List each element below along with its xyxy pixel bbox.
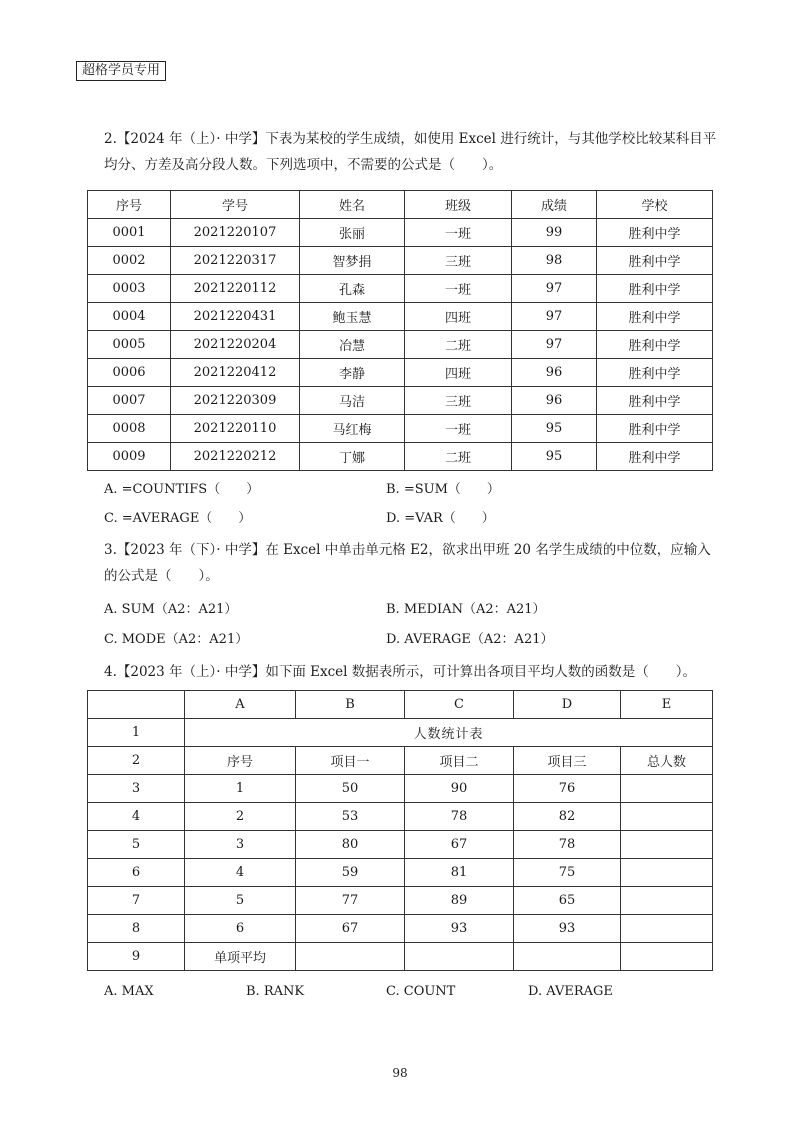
exclusive-label: 超格学员专用 — [76, 61, 166, 81]
table-cell: 98 — [512, 247, 597, 275]
sheet-cell: 80 — [296, 831, 405, 859]
sheet-cell: 78 — [514, 831, 621, 859]
sheet-cell: 89 — [405, 887, 514, 915]
sheet-cell: 项目三 — [514, 747, 621, 775]
sheet-row — [88, 831, 713, 859]
sheet-cell: 75 — [514, 859, 621, 887]
sheet-row-number: 7 — [88, 887, 185, 915]
sheet-cell: 67 — [405, 831, 514, 859]
sheet-cell: 单项平均 — [185, 943, 296, 971]
sheet-cell — [621, 831, 713, 859]
q4-option-c[interactable]: C. COUNT — [386, 984, 456, 999]
sheet-cell — [514, 943, 621, 971]
sheet-cell: 93 — [514, 915, 621, 943]
q3-option-c[interactable]: C. MODE（A2：A21） — [104, 632, 249, 647]
table-cell: 2021220204 — [171, 331, 300, 359]
sheet-cell: 6 — [185, 915, 296, 943]
q4-option-b[interactable]: B. RANK — [246, 984, 305, 999]
sheet-column-header: A — [185, 691, 296, 719]
sheet-cell: 53 — [296, 803, 405, 831]
sheet-cell — [621, 943, 713, 971]
q4-option-d[interactable]: D. AVERAGE — [528, 984, 613, 999]
q3-option-b[interactable]: B. MEDIAN（A2：A21） — [386, 602, 546, 617]
sheet-cell: 65 — [514, 887, 621, 915]
table-cell: 丁娜 — [300, 443, 405, 471]
table-cell: 胜利中学 — [597, 443, 713, 471]
q2-option-a[interactable]: A. =COUNTIFS（ ） — [104, 482, 260, 497]
table-cell: 胜利中学 — [597, 331, 713, 359]
sheet-cell: 78 — [405, 803, 514, 831]
sheet-column-header: E — [621, 691, 713, 719]
sheet-row-number: 8 — [88, 915, 185, 943]
table-cell: 胜利中学 — [597, 387, 713, 415]
sheet-row-number: 6 — [88, 859, 185, 887]
table-cell: 智梦捐 — [300, 247, 405, 275]
table-cell: 一班 — [405, 275, 512, 303]
sheet-corner-cell — [88, 691, 185, 719]
q2-option-c[interactable]: C. =AVERAGE（ ） — [104, 511, 252, 526]
sheet-cell: 1 — [185, 775, 296, 803]
sheet-cell: 67 — [296, 915, 405, 943]
table-cell: 0004 — [88, 303, 171, 331]
table-row — [88, 331, 713, 359]
sheet-cell — [621, 915, 713, 943]
table-cell: 2021220212 — [171, 443, 300, 471]
sheet-cell: 76 — [514, 775, 621, 803]
column-header: 成绩 — [512, 191, 597, 219]
table-row — [88, 387, 713, 415]
excel-sheet-table — [87, 690, 713, 971]
sheet-row-number: 4 — [88, 803, 185, 831]
sheet-row — [88, 887, 713, 915]
sheet-cell: 序号 — [185, 747, 296, 775]
table-cell: 0006 — [88, 359, 171, 387]
table-cell: 四班 — [405, 303, 512, 331]
table-cell: 胜利中学 — [597, 219, 713, 247]
sheet-cell: 5 — [185, 887, 296, 915]
question-2-text: 2.【2024 年（上）· 中学】下表为某校的学生成绩，如使用 Excel 进行统计，与其他学校比较某科目平均分、方差及高分段人数。下列选项中，不需要的公式是（ ）。 — [104, 131, 717, 173]
sheet-cell: 59 — [296, 859, 405, 887]
table-cell: 0009 — [88, 443, 171, 471]
table-cell: 马洁 — [300, 387, 405, 415]
sheet-cell — [621, 859, 713, 887]
sheet-column-header: B — [296, 691, 405, 719]
sheet-row-number: 3 — [88, 775, 185, 803]
table-cell: 冶慧 — [300, 331, 405, 359]
sheet-column-header-row — [88, 691, 713, 719]
table-cell: 三班 — [405, 247, 512, 275]
table-cell: 99 — [512, 219, 597, 247]
q4-option-a[interactable]: A. MAX — [104, 984, 154, 999]
sheet-cell: 项目二 — [405, 747, 514, 775]
column-header: 学校 — [597, 191, 713, 219]
question-3-text: 3.【2023 年（下）· 中学】在 Excel 中单击单元格 E2，欲求出甲班 20 名学生成绩的中位数，应输入的公式是（ ）。 — [104, 542, 711, 584]
sheet-cell: 82 — [514, 803, 621, 831]
table-cell: 0008 — [88, 415, 171, 443]
sheet-cell: 93 — [405, 915, 514, 943]
table-cell: 2021220309 — [171, 387, 300, 415]
table-cell: 96 — [512, 387, 597, 415]
table-cell: 张丽 — [300, 219, 405, 247]
table-cell: 2021220112 — [171, 275, 300, 303]
sheet-column-header: C — [405, 691, 514, 719]
table-cell: 三班 — [405, 387, 512, 415]
table-cell: 四班 — [405, 359, 512, 387]
sheet-row-number: 1 — [88, 719, 185, 747]
sheet-cell: 3 — [185, 831, 296, 859]
table-row — [88, 247, 713, 275]
table-cell: 一班 — [405, 219, 512, 247]
table-cell: 97 — [512, 331, 597, 359]
table-row — [88, 359, 713, 387]
sheet-row — [88, 915, 713, 943]
table-cell: 0002 — [88, 247, 171, 275]
sheet-cell — [621, 775, 713, 803]
table-cell: 孔森 — [300, 275, 405, 303]
sheet-column-header: D — [514, 691, 621, 719]
sheet-row — [88, 803, 713, 831]
table-cell: 0001 — [88, 219, 171, 247]
table-cell: 李静 — [300, 359, 405, 387]
sheet-cell — [621, 803, 713, 831]
question-4-text: 4.【2023 年（上）· 中学】如下面 Excel 数据表所示，可计算出各项目平均人数的函数是（ ）。 — [104, 664, 697, 680]
table-cell: 95 — [512, 443, 597, 471]
sheet-title: 人数统计表 — [185, 719, 713, 747]
table-cell: 95 — [512, 415, 597, 443]
sheet-row-number: 5 — [88, 831, 185, 859]
sheet-row-number: 9 — [88, 943, 185, 971]
table-cell: 二班 — [405, 443, 512, 471]
table-cell: 胜利中学 — [597, 275, 713, 303]
q3-option-d[interactable]: D. AVERAGE（A2：A21） — [386, 632, 554, 647]
table-header-row — [88, 191, 713, 219]
table-cell: 马红梅 — [300, 415, 405, 443]
q2-option-d[interactable]: D. =VAR（ ） — [386, 511, 495, 526]
table-cell: 97 — [512, 303, 597, 331]
table-cell: 胜利中学 — [597, 303, 713, 331]
table-cell: 97 — [512, 275, 597, 303]
sheet-cell — [296, 943, 405, 971]
page-number: 98 — [392, 1066, 408, 1080]
sheet-title-row — [88, 719, 713, 747]
sheet-row — [88, 859, 713, 887]
sheet-cell: 总人数 — [621, 747, 713, 775]
sheet-cell: 4 — [185, 859, 296, 887]
sheet-cell: 90 — [405, 775, 514, 803]
sheet-cell — [405, 943, 514, 971]
sheet-row — [88, 943, 713, 971]
table-row — [88, 415, 713, 443]
table-cell: 二班 — [405, 331, 512, 359]
column-header: 班级 — [405, 191, 512, 219]
student-score-table — [87, 190, 713, 471]
q3-option-a[interactable]: A. SUM（A2：A21） — [104, 602, 238, 617]
sheet-cell: 2 — [185, 803, 296, 831]
sheet-row — [88, 775, 713, 803]
sheet-cell: 50 — [296, 775, 405, 803]
table-cell: 胜利中学 — [597, 415, 713, 443]
table-cell: 2021220110 — [171, 415, 300, 443]
column-header: 学号 — [171, 191, 300, 219]
table-row — [88, 219, 713, 247]
table-cell: 胜利中学 — [597, 247, 713, 275]
table-cell: 2021220107 — [171, 219, 300, 247]
table-cell: 2021220431 — [171, 303, 300, 331]
sheet-cell: 项目一 — [296, 747, 405, 775]
table-row — [88, 443, 713, 471]
table-cell: 0003 — [88, 275, 171, 303]
sheet-cell: 77 — [296, 887, 405, 915]
table-cell: 一班 — [405, 415, 512, 443]
table-row — [88, 303, 713, 331]
sheet-cell — [621, 887, 713, 915]
table-cell: 0007 — [88, 387, 171, 415]
table-cell: 96 — [512, 359, 597, 387]
table-row — [88, 275, 713, 303]
column-header: 姓名 — [300, 191, 405, 219]
sheet-cell: 81 — [405, 859, 514, 887]
table-cell: 2021220317 — [171, 247, 300, 275]
table-cell: 胜利中学 — [597, 359, 713, 387]
q2-option-b[interactable]: B. =SUM（ ） — [386, 482, 500, 497]
sheet-row-number: 2 — [88, 747, 185, 775]
table-cell: 2021220412 — [171, 359, 300, 387]
table-cell: 0005 — [88, 331, 171, 359]
sheet-row — [88, 747, 713, 775]
column-header: 序号 — [88, 191, 171, 219]
table-cell: 鲍玉慧 — [300, 303, 405, 331]
